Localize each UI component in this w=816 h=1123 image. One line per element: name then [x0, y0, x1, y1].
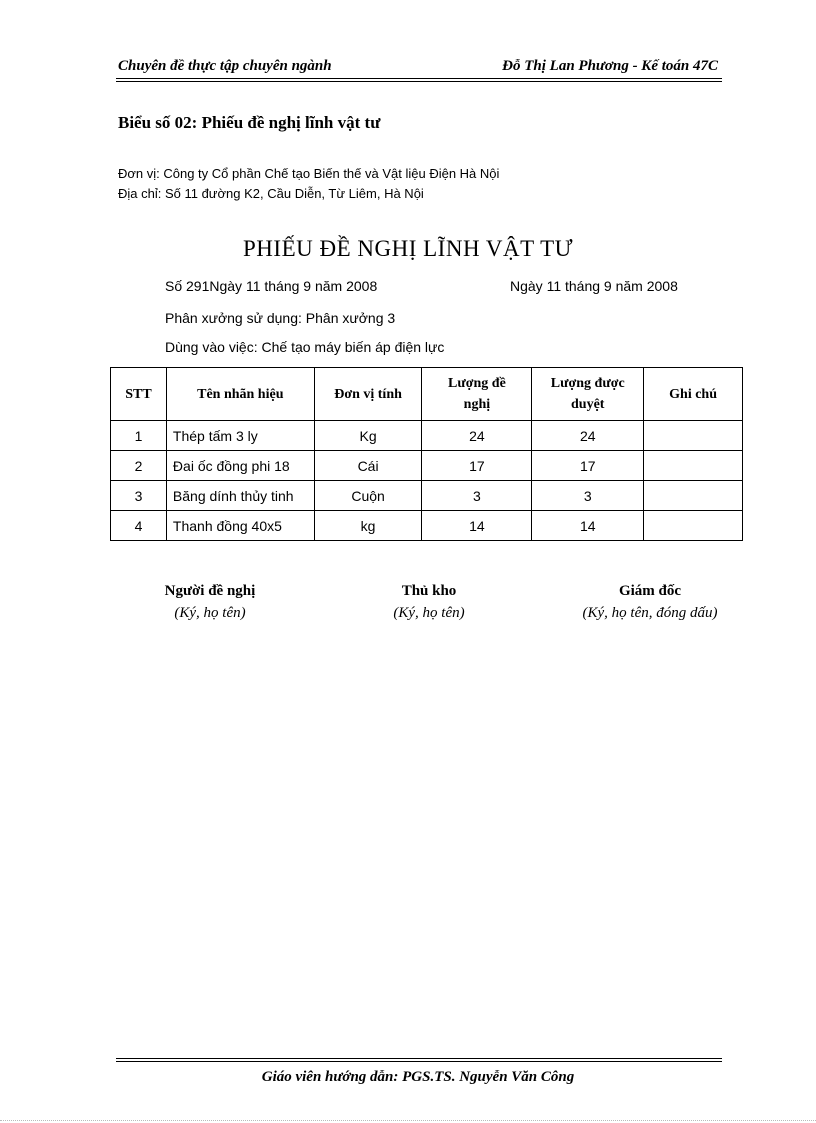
page-edge-divider — [0, 1120, 816, 1121]
cell-note — [644, 421, 743, 451]
cell-stt: 3 — [111, 481, 167, 511]
cell-note — [644, 481, 743, 511]
table-row — [111, 481, 743, 511]
cell-stt: 1 — [111, 421, 167, 451]
document-number: Số 291Ngày 11 tháng 9 năm 2008 — [165, 278, 378, 294]
signature-storekeeper — [349, 583, 509, 622]
header-approved — [532, 368, 644, 421]
header-right-text: Đỗ Thị Lan Phương - Kế toán 47C — [502, 58, 718, 74]
cell-name: Thanh đồng 40x5 — [166, 511, 314, 541]
table-row — [111, 511, 743, 541]
cell-requested: 3 — [422, 481, 532, 511]
signature-title: Thủ kho — [401, 583, 457, 599]
header-approved-line1: Lượng được — [550, 376, 625, 391]
cell-name: Đai ốc đồng phi 18 — [166, 451, 314, 481]
section-title: Biểu số 02: Phiếu đề nghị lĩnh vật tư — [118, 113, 381, 132]
header-stt: STT — [111, 368, 167, 421]
cell-requested: 17 — [422, 451, 532, 481]
footer-text: Giáo viên hướng dẫn: PGS.TS. Nguyễn Văn Công — [261, 1069, 575, 1085]
header-unit: Đơn vị tính — [314, 368, 422, 421]
materials-table — [110, 367, 743, 541]
header-requested — [422, 368, 532, 421]
document-title: PHIẾU ĐỀ NGHỊ LĨNH VẬT TƯ — [243, 236, 573, 261]
table-row — [111, 451, 743, 481]
purpose-line: Dùng vào việc: Chế tạo máy biến áp điện lực — [165, 339, 445, 355]
workshop-line: Phân xưởng sử dụng: Phân xưởng 3 — [165, 310, 396, 326]
cell-requested: 14 — [422, 511, 532, 541]
cell-name: Băng dính thủy tinh — [166, 481, 314, 511]
document-date: Ngày 11 tháng 9 năm 2008 — [510, 278, 678, 294]
table-header-row — [111, 368, 743, 421]
cell-unit: kg — [314, 511, 422, 541]
cell-note — [644, 511, 743, 541]
cell-unit: Cuộn — [314, 481, 422, 511]
header-name: Tên nhãn hiệu — [166, 368, 314, 421]
header-requested-line2: nghị — [463, 397, 491, 412]
header-left-text: Chuyên đề thực tập chuyên ngành — [118, 58, 332, 74]
signature-subtitle: (Ký, họ tên) — [174, 605, 246, 621]
cell-unit: Cái — [314, 451, 422, 481]
cell-approved: 17 — [532, 451, 644, 481]
cell-stt: 2 — [111, 451, 167, 481]
cell-note — [644, 451, 743, 481]
signature-title: Người đề nghị — [164, 583, 256, 599]
cell-approved: 24 — [532, 421, 644, 451]
signature-title: Giám đốc — [618, 583, 682, 599]
header-rule — [116, 78, 722, 82]
cell-name: Thép tấm 3 ly — [166, 421, 314, 451]
footer-rule — [116, 1058, 722, 1062]
cell-approved: 14 — [532, 511, 644, 541]
table-row — [111, 421, 743, 451]
cell-stt: 4 — [111, 511, 167, 541]
header-approved-line2: duyệt — [571, 397, 605, 412]
header-requested-line1: Lượng đề — [448, 376, 506, 391]
header-note: Ghi chú — [644, 368, 743, 421]
signature-director — [560, 583, 740, 622]
company-unit: Đơn vị: Công ty Cổ phần Chế tạo Biến thế và Vật liệu Điện Hà Nội — [118, 166, 500, 181]
company-address: Địa chỉ: Số 11 đường K2, Cầu Diễn, Từ Liêm, Hà Nội — [118, 186, 424, 201]
cell-requested: 24 — [422, 421, 532, 451]
cell-unit: Kg — [314, 421, 422, 451]
signature-subtitle: (Ký, họ tên) — [393, 605, 465, 621]
cell-approved: 3 — [532, 481, 644, 511]
signature-requester — [130, 583, 290, 622]
signature-subtitle: (Ký, họ tên, đóng dấu) — [582, 605, 718, 621]
